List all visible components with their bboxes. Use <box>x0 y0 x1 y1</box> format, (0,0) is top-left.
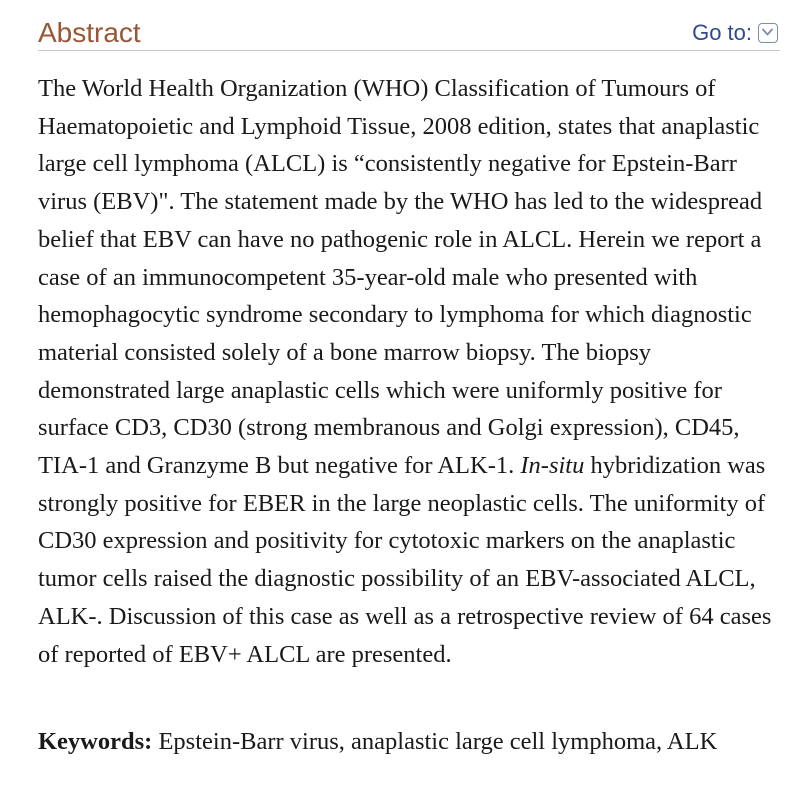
chevron-down-icon[interactable] <box>758 23 778 43</box>
abstract-text-part-2: hybridization was strongly positive for EBER in the large neoplastic cells. The uniformity of CD30 expression and positivity for cytotoxic markers on the anaplastic tumor cells raised the diagnostic possibility of an EBV-associated ALCL, ALK-. Discussion of this case as well as a retrospective review of 64 cases of reported of EBV+ ALCL are presented. <box>38 452 772 668</box>
keywords-text: Epstein-Barr virus, anaplastic large cell lymphoma, ALK <box>152 728 718 755</box>
goto-label[interactable]: Go to: <box>692 20 752 45</box>
goto-menu[interactable] <box>692 19 778 47</box>
section-header <box>38 14 780 51</box>
abstract-text-part-1: The World Health Organization (WHO) Classification of Tumours of Haematopoietic and Lymphoid Tissue, 2008 edition, states that anaplastic large cell lymphoma (ALCL) is “consistently negative for Epstein-Barr virus (EBV)". The statement made by the WHO has led to the widespread belief that EBV can have no pathogenic role in ALCL. Herein we report a case of an immunocompetent 35-year-old male who presented with hemophagocytic syndrome secondary to lymphoma for which diagnostic material consisted solely of a bone marrow biopsy. The biopsy demonstrated large anaplastic cells which were uniformly positive for surface CD3, CD30 (strong membranous and Golgi expression), CD45, TIA-1 and Granzyme B but negative for ALK-1. <box>38 75 763 480</box>
section-title: Abstract <box>38 17 141 48</box>
abstract-italic-term: In-situ <box>520 452 585 480</box>
abstract-text <box>38 70 786 673</box>
keywords <box>38 724 758 760</box>
keywords-label: Keywords: <box>38 728 153 755</box>
